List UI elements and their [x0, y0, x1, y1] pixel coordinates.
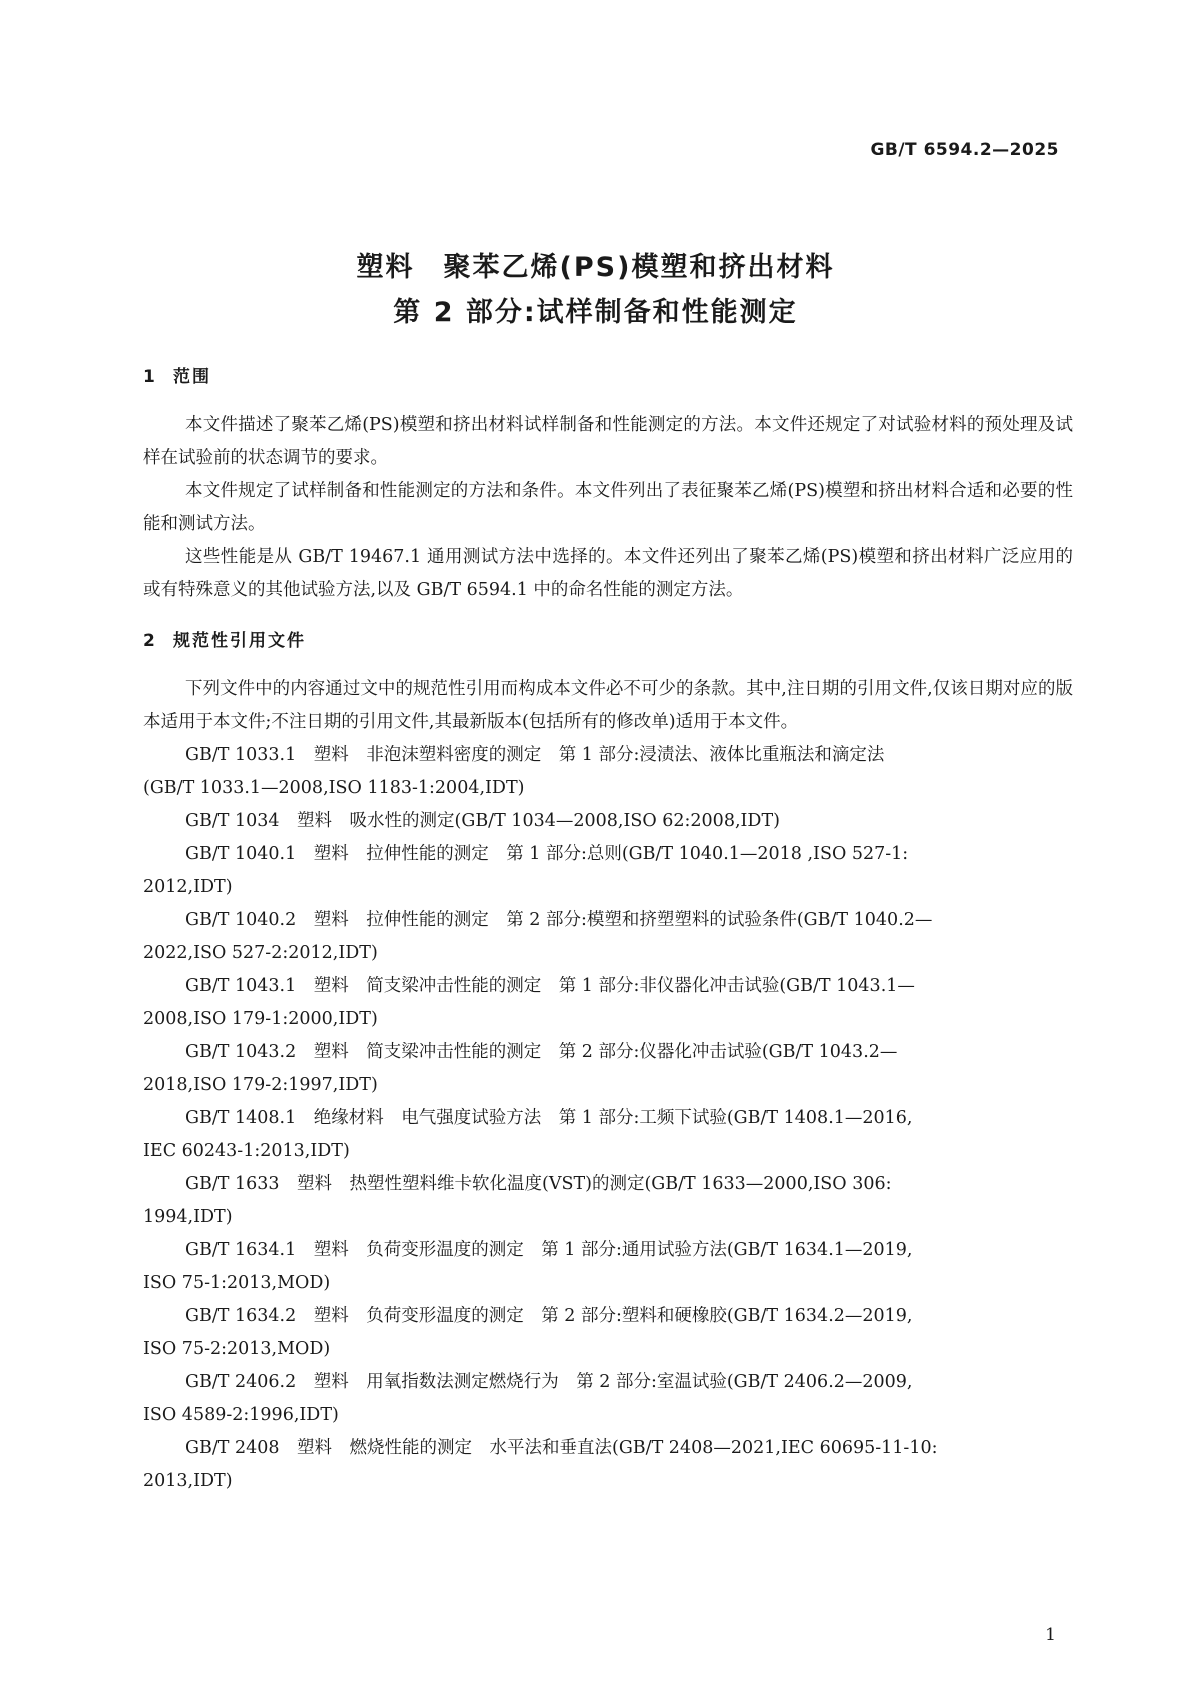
reference-line: GB/T 2406.2 塑料 用氧指数法测定燃烧行为 第 2 部分:室温试验(GB/T 2406.2—2009, [185, 1372, 913, 1392]
reference-line: GB/T 1634.2 塑料 负荷变形温度的测定 第 2 部分:塑料和硬橡胶(GB/T 1634.2—2019, [185, 1306, 913, 1326]
references-body [143, 673, 1073, 1498]
standard-code: GB/T 6594.2—2025 [870, 140, 1059, 160]
section-title: 规范性引用文件 [173, 631, 306, 651]
reference-item [143, 904, 1073, 970]
reference-item [143, 970, 1073, 1036]
section-heading-scope [143, 362, 211, 387]
reference-item [143, 739, 1073, 805]
reference-line: GB/T 1033.1 塑料 非泡沫塑料密度的测定 第 1 部分:浸渍法、液体比重瓶法和滴定法 [185, 745, 885, 765]
reference-item [143, 1036, 1073, 1102]
paragraph: 这些性能是从 GB/T 19467.1 通用测试方法中选择的。本文件还列出了聚苯乙烯(PS)模塑和挤出材料广泛应用的或有特殊意义的其他试验方法,以及 GB/T 6594.1 中的命名性能的测定方法。 [143, 547, 1073, 600]
reference-line: 1994,IDT) [143, 1207, 233, 1227]
reference-line: GB/T 2408 塑料 燃烧性能的测定 水平法和垂直法(GB/T 2408—2021,IEC 60695-11-10: [185, 1438, 938, 1458]
reference-item [143, 1168, 1073, 1234]
page-number: 1 [1045, 1625, 1056, 1645]
reference-line: GB/T 1034 塑料 吸水性的测定(GB/T 1034—2008,ISO 62:2008,IDT) [185, 811, 780, 831]
paragraph: 下列文件中的内容通过文中的规范性引用而构成本文件必不可少的条款。其中,注日期的引用文件,仅该日期对应的版本适用于本文件;不注日期的引用文件,其最新版本(包括所有的修改单)适用于本文件。 [143, 679, 1073, 732]
reference-line: (GB/T 1033.1—2008,ISO 1183-1:2004,IDT) [143, 778, 525, 798]
reference-line: 2022,ISO 527-2:2012,IDT) [143, 943, 378, 963]
reference-line: IEC 60243-1:2013,IDT) [143, 1141, 350, 1161]
reference-line: GB/T 1633 塑料 热塑性塑料维卡软化温度(VST)的测定(GB/T 1633—2000,ISO 306: [185, 1174, 892, 1194]
reference-line: GB/T 1040.1 塑料 拉伸性能的测定 第 1 部分:总则(GB/T 1040.1—2018 ,ISO 527-1: [185, 844, 909, 864]
reference-item [143, 1366, 1073, 1432]
section-number: 1 [143, 367, 157, 387]
reference-item [143, 838, 1073, 904]
document-title-line2: 第 2 部分:试样制备和性能测定 [393, 297, 798, 328]
section-number: 2 [143, 631, 157, 651]
reference-line: GB/T 1408.1 绝缘材料 电气强度试验方法 第 1 部分:工频下试验(GB/T 1408.1—2016, [185, 1108, 913, 1128]
reference-line: GB/T 1040.2 塑料 拉伸性能的测定 第 2 部分:模塑和挤塑塑料的试验条件(GB/T 1040.2— [185, 910, 933, 930]
reference-item [143, 1102, 1073, 1168]
reference-item [143, 1234, 1073, 1300]
reference-line: 2018,ISO 179-2:1997,IDT) [143, 1075, 378, 1095]
section-title: 范围 [173, 367, 211, 387]
reference-line: ISO 75-1:2013,MOD) [143, 1273, 331, 1293]
reference-line: 2013,IDT) [143, 1471, 233, 1491]
reference-line: GB/T 1043.1 塑料 简支梁冲击性能的测定 第 1 部分:非仪器化冲击试验(GB/T 1043.1— [185, 976, 915, 996]
reference-line: GB/T 1043.2 塑料 简支梁冲击性能的测定 第 2 部分:仪器化冲击试验(GB/T 1043.2— [185, 1042, 898, 1062]
reference-line: GB/T 1634.1 塑料 负荷变形温度的测定 第 1 部分:通用试验方法(GB/T 1634.1—2019, [185, 1240, 913, 1260]
scope-body [143, 409, 1073, 607]
reference-line: 2008,ISO 179-1:2000,IDT) [143, 1009, 378, 1029]
reference-item [143, 805, 1073, 838]
reference-line: ISO 75-2:2013,MOD) [143, 1339, 331, 1359]
reference-item [143, 1300, 1073, 1366]
reference-item [143, 1432, 1073, 1498]
reference-line: 2012,IDT) [143, 877, 233, 897]
section-heading-normative-references [143, 626, 306, 651]
paragraph: 本文件描述了聚苯乙烯(PS)模塑和挤出材料试样制备和性能测定的方法。本文件还规定了对试验材料的预处理及试样在试验前的状态调节的要求。 [143, 415, 1073, 468]
reference-line: ISO 4589-2:1996,IDT) [143, 1405, 339, 1425]
document-title-line1: 塑料 聚苯乙烯(PS)模塑和挤出材料 [356, 252, 835, 283]
paragraph: 本文件规定了试样制备和性能测定的方法和条件。本文件列出了表征聚苯乙烯(PS)模塑和挤出材料合适和必要的性能和测试方法。 [143, 481, 1073, 534]
